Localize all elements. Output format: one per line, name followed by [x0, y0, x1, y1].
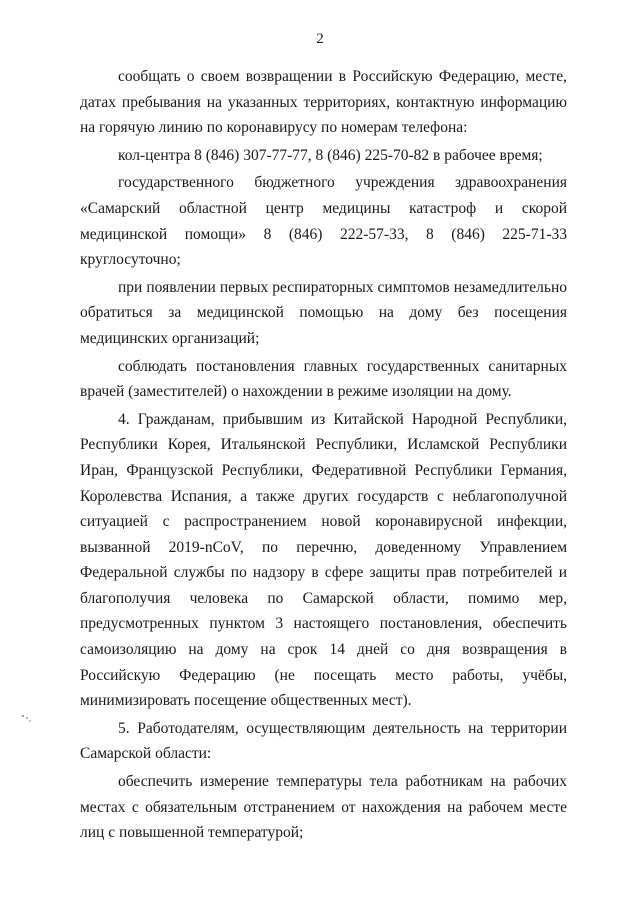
- scan-speck-mark: [20, 712, 34, 724]
- paragraph-section-5: 5. Работодателям, осуществляющим деятельность на территории Самарской области:: [80, 719, 567, 763]
- paragraph-call-center: кол-центра 8 (846) 307-77-77, 8 (846) 225-70-82 в рабочее время;: [118, 146, 543, 164]
- paragraph-section-4: 4. Гражданам, прибывшим из Китайской Народной Республики, Республики Корея, Итальянской Республики, Исламской Республики Иран, Французской Республики, Федеративной Республики Германия, Королевства Испания, а также других государств с неблагополучной ситуацией с распространением новой коронавирусной инфекции, вызванной 2019-nCoV, по перечню, доведенному Управлением Федеральной службы по надзору в сфере защиты прав потребителей и благополучия человека по Самарской области, помимо мер, предусмотренных пунктом 3 настоящего постановления, обеспечить самоизоляцию на дому на срок 14 дней со дня возвращения в Российскую Федерацию (не посещать место работы, учёбы, минимизировать посещение общественных мест).: [80, 410, 567, 710]
- page-number: 2: [316, 31, 324, 47]
- paragraph-sanitary-orders: соблюдать постановления главных государственных санитарных врачей (заместителей) о нахождении в режиме изоляции на дому.: [80, 357, 567, 401]
- paragraph-disaster-medicine-center: государственного бюджетного учреждения здравоохранения «Самарский областной центр медицины катастроф и скорой медицинской помощи» 8 (846) 222-57-33, 8 (846) 225-71-33 круглосуточно;: [80, 174, 567, 269]
- document-body: [80, 64, 567, 846]
- paragraph-respiratory-symptoms: при появлении первых респираторных симптомов незамедлительно обратиться за медицинской помощью на дому без посещения медицинских организаций;: [80, 278, 567, 347]
- paragraph-report-return: сообщать о своем возвращении в Российскую Федерацию, месте, датах пребывания на указанных территориях, контактную информацию на горячую линию по коронавирусу по номерам телефона:: [80, 68, 567, 137]
- paragraph-temperature-measurement: обеспечить измерение температуры тела работникам на рабочих местах с обязательным отстранением от нахождения на рабочем месте лиц с повышенной температурой;: [80, 773, 567, 842]
